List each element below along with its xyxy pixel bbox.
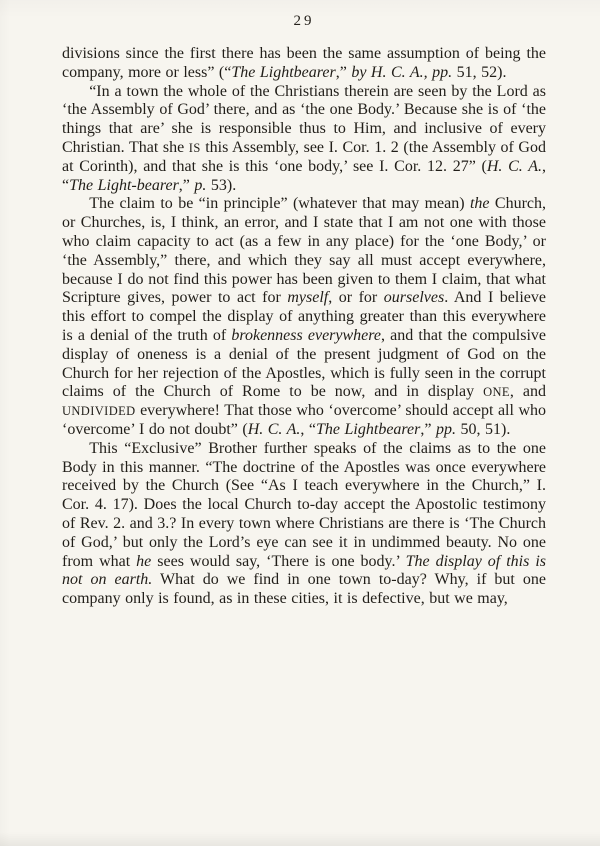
text-segment: , “ xyxy=(300,420,317,438)
text-segment: sees would say, ‘There is one body.’ xyxy=(151,552,406,570)
text-segment: pp. xyxy=(436,420,456,438)
text-segment: 53). xyxy=(206,176,237,194)
text-segment: he xyxy=(136,552,152,570)
text-segment: The claim to be “in principle” (whatever that may mean) xyxy=(89,195,470,213)
text-segment: UNDIVIDED xyxy=(62,404,136,419)
text-segment: The Lightbearer xyxy=(231,63,336,81)
text-segment: ,” xyxy=(335,63,352,81)
text-segment: “In a town the whole of the Christians therein are seen by the Lord as ‘the Assembly of God’ there, and as ‘the one Body.’ Because she is of ‘the things that are’ she is responsible thus to Him, and inclusive of every Christian. That she xyxy=(62,82,546,156)
text-segment: ourselves xyxy=(383,289,445,307)
text-segment: , and xyxy=(509,383,546,401)
paragraph xyxy=(62,83,546,196)
text-segment: Church, or Churches, is, I think, an error, and I state that I am not one with those who claim capacity to act (as a few in any place) for the ‘one Body,’ or ‘the Assembly,” there, and which they say all must accept everywhere, because I do not find this power has been given to them I claim, that what Scripture gives, power to act for xyxy=(62,195,546,307)
text-segment: H. C. A. xyxy=(247,420,301,438)
text-segment: , “ xyxy=(62,157,547,194)
text-segment: H. C. A. xyxy=(486,157,543,175)
text-segment: this Assembly, see I. Cor. 1. 2 (the Assembly of God at Corinth), and that she is this ‘one body,’ see I. Cor. 12. 27” ( xyxy=(62,138,546,175)
text-segment: 51, 52). xyxy=(452,63,507,81)
text-segment: The Light-bearer xyxy=(69,176,179,194)
text-segment: This “Exclusive” Brother further speaks of the claims as to the one Body in this manner. “The doctrine of the Apostles was once everywhere received by the Church (See “As I teach everywhere in the Church,” I. Cor. 4. 17). Does the local Church to-day accept the Apostolic testimony of Rev. 2. and 3.? In every town where Christians are there is ‘The Church of God,’ but only the Lord’s eye can see it in undimmed beauty. No one from what xyxy=(62,439,546,570)
text-segment: The Lightbearer xyxy=(316,420,421,438)
text-segment: p. xyxy=(194,176,207,194)
text-segment: 50, 51). xyxy=(456,420,511,438)
text-segment: What do we find in one town to-day? Why, if but one company only is found, as in these cities, it is defective, but we may, xyxy=(62,571,547,608)
page-number: 29 xyxy=(293,13,315,29)
text-segment: everywhere! That those who ‘overcome’ should accept all who ‘overcome’ I do not doubt” ( xyxy=(62,402,546,438)
paragraph xyxy=(62,440,546,609)
text-segment: the xyxy=(469,195,490,213)
text-segment: by H. C. A., pp. xyxy=(351,63,453,81)
text-segment: The display of this is not on earth. xyxy=(62,552,546,589)
text-segment: IS xyxy=(188,140,201,155)
page-body xyxy=(62,45,546,609)
text-segment: ONE xyxy=(483,385,510,400)
text-segment: , or for xyxy=(328,289,384,307)
text-segment: , and that the compulsive display of oneness is a denial of the present judgment of God on the Church for her rejection of the Apostles, which is fully seen in the corrupt claims of the Church of Rome to be now, and in display xyxy=(62,326,547,401)
text-segment: brokenness everywhere xyxy=(231,326,382,344)
text-segment: ,” xyxy=(420,420,436,438)
text-segment: myself xyxy=(287,289,329,307)
text-segment: ,” xyxy=(178,176,195,194)
text-segment: divisions since the first there has been the same assumption of being the company, more or less” (“ xyxy=(62,45,546,81)
text-segment: . And I believe this effort to compel the display of anything greater than this everywhere is a denial of the truth of xyxy=(62,289,547,344)
paragraph xyxy=(62,195,546,439)
paragraph xyxy=(62,45,546,83)
